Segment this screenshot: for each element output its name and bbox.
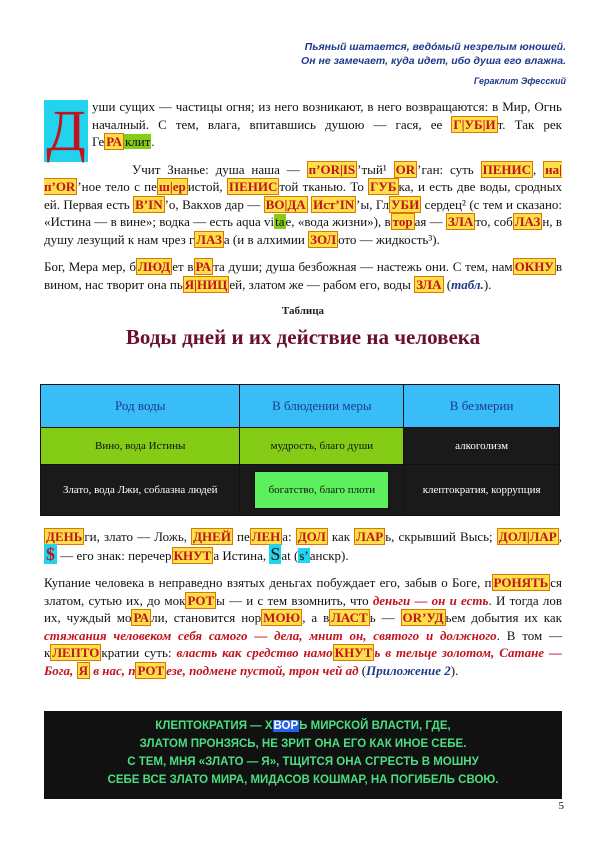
highlight-word: КНУТ [173, 547, 212, 563]
highlight-word: РОТ [137, 662, 165, 678]
text-span: а: [282, 529, 296, 544]
text-span: , [533, 161, 544, 177]
highlight-word: РА [133, 610, 150, 625]
page-number: 5 [558, 800, 564, 812]
highlight-word: РОНЯТЬ [493, 575, 549, 590]
callout-line-3: С ТЕМ, МНЯ «ЗЛАТО — Я», ТЩИТСЯ ОНА СГРЕСТЬ В МОШНУ [127, 756, 479, 768]
callout-line-4: СЕБЕ ВСЕ ЗЛАТО МИРА, МИДАСОВ КОШМАР, НА ПОГИБЕЛЬ СВОЮ. [107, 774, 499, 786]
highlight-word: РОТ [187, 592, 215, 608]
highlight-word: ОКНУ [514, 259, 554, 274]
table-cell-inner: богатство, благо плоти [254, 471, 389, 509]
table-cell: Вино, вода Истины [41, 428, 240, 465]
highlight-word: РА [106, 134, 122, 149]
callout-line-2: ЗЛАТОМ ПРОНЗЯСЬ, НЕ ЗРИТ ОНА ЕГО КАК ИНОЕ СЕБЕ. [139, 738, 467, 750]
highlight-word: В’IN [135, 196, 163, 212]
text-span: истой, [187, 179, 227, 194]
text-span: а Истина, [213, 547, 270, 563]
green-highlight: ta [275, 214, 285, 229]
highlight-word: ВО|ДА [265, 196, 306, 212]
highlight-word: п’OR|IS [308, 161, 356, 177]
text-span: ). [483, 276, 492, 292]
dollar-sign: $ [46, 543, 55, 564]
text-span: , а в [302, 610, 330, 625]
text-span: как [327, 529, 355, 544]
table-reference-link[interactable]: табл. [451, 276, 484, 292]
highlight-word: ЛАР [356, 529, 384, 544]
green-highlight: клит [124, 134, 151, 149]
text-span: той тканью. То [279, 179, 369, 194]
table-caption: Таблица [281, 305, 325, 317]
red-italic-text: деньги — он и есть [372, 592, 489, 608]
epigraph-author: Гераклит Эфесский [473, 76, 566, 86]
table-header-cell: В блюдении меры [240, 385, 404, 428]
text-span: ). [450, 662, 459, 678]
text-span: в вином, нас творит она пь [44, 259, 562, 292]
sat-letter: S [270, 543, 281, 564]
text-span: н, в душу лезущий к нам чрез г [44, 214, 562, 247]
highlight-word: Ист’IN [313, 196, 355, 212]
text-span: пе [232, 529, 250, 544]
text-span: ей, златом же — рабом его, воды [229, 276, 415, 292]
text-span: Бог, Мера мер, б [44, 259, 136, 274]
text-span: . И тогда лов их, чуждый мо [44, 592, 562, 625]
paragraph-2 [44, 161, 562, 249]
drop-cap: Д [44, 100, 88, 162]
text-span: — его знак: перечер [57, 547, 172, 563]
highlight-word: РА [195, 259, 212, 274]
callout-line-1 [44, 717, 562, 735]
text-span: ( [443, 276, 452, 292]
text-span: т. Так рек Ге [92, 116, 562, 149]
cyan-highlight: s’ [299, 547, 309, 563]
highlight-word: ДЕНЬ [46, 529, 83, 544]
paragraph-3 [44, 258, 562, 293]
table-cell [240, 465, 404, 516]
highlight-word: УБИ [390, 196, 420, 212]
text-span: ка, и есть две воды, сродных ей. Первая есть [44, 179, 562, 212]
red-italic-text: в нас, п [89, 662, 136, 678]
text-span: то, соб [475, 214, 513, 229]
highlight-word: OR [395, 161, 416, 177]
table-header-cell: В безмерии [404, 385, 560, 428]
text-span: ся златом, сутью их, до мок [44, 575, 562, 608]
highlight-word: ЗЛА [416, 276, 442, 292]
highlight-word: КНУТ [334, 645, 373, 660]
highlight-word: ГУБ [370, 179, 397, 194]
highlight-word: ДОЛ [297, 529, 326, 544]
table-header-row [41, 385, 560, 428]
text-span: ь, скрывший Высь; [385, 529, 497, 544]
table-header-cell: Род воды [41, 385, 240, 428]
table-cell: клептократия, коррупция [404, 465, 560, 516]
epigraph-line-1: Пьяный шатается, ведóмый незрелым юношей. [304, 41, 566, 53]
appendix-reference-link[interactable]: Приложение 2 [366, 662, 451, 678]
highlight-word: ДОЛ|ЛАР [498, 529, 557, 544]
text-span: ги, злато — Ложь, [84, 529, 192, 544]
highlight-word: ЛЕПТО [52, 645, 100, 660]
callout-text: Ь МИРСКОЙ ВЛАСТИ, ГДЕ, [299, 720, 451, 732]
highlight-word: Г|УБ|И [453, 116, 496, 132]
text-span: ь — [369, 610, 401, 625]
highlight-word: тор [392, 214, 413, 229]
text-span: ьем добытия их как [445, 610, 562, 625]
highlight-word: на|п’OR [44, 161, 562, 194]
text-span: ы — и с тем взомнить, что [216, 592, 373, 608]
red-italic-text: стяжания человеком себя самого — дела, мнит он, святого и должного [44, 627, 497, 643]
text-span: сердец² (с тем и сказано: «Истина — в вине»; водка — есть aqua vi [44, 196, 563, 229]
highlight-word: Я [78, 662, 88, 678]
kleptocracy-callout [44, 711, 562, 799]
lower-text [44, 528, 562, 689]
highlight-word: ЗЛА [447, 214, 474, 229]
text-span: . [151, 134, 155, 149]
highlight-word: ЛЕН [251, 529, 281, 544]
epigraph [166, 40, 566, 88]
highlight-word: ЛАЗ [196, 231, 222, 247]
text-span: уши сущих — частицы огня; из него возникают, в него возвращаются: в Мир, Огнь началный. С тем, влага, впитавшись душою — гася, ее [92, 99, 562, 132]
text-span: ’тый¹ [357, 161, 394, 177]
table-cell: мудрость, благо души [240, 428, 404, 465]
highlight-word: OR’УД [402, 610, 444, 625]
highlight-word: ЛАЗ [514, 214, 541, 229]
callout-text: КЛЕПТОКРАТИЯ — Х [155, 720, 273, 732]
text-span: ’ган: суть [417, 161, 481, 177]
text-span: at ( [281, 547, 299, 563]
red-italic-text: власть как средство намо [176, 645, 333, 660]
main-text [44, 98, 562, 360]
paragraph-4 [44, 528, 562, 564]
text-span: а (и в алхимии [223, 231, 309, 247]
text-span: e, «вода жизни»), в [285, 214, 391, 229]
paragraph-1 [44, 98, 562, 163]
highlight-word: ЗОЛ [310, 231, 337, 247]
table-cell: алкоголизм [404, 428, 560, 465]
red-italic-text: езе, подмене пустой, трон чей ад [166, 662, 359, 678]
highlight-word: ДНЕЙ [193, 529, 231, 544]
highlight-word: ПЕНИС [228, 179, 278, 194]
table-row [41, 428, 560, 465]
callout-highlight: ВОР [273, 720, 299, 732]
highlight-word: ЛЮД [137, 259, 171, 274]
text-span: , [558, 529, 562, 544]
highlight-word: ЛАСТ [331, 610, 368, 625]
text-span: ото — жидкость³). [338, 231, 440, 247]
table-row [41, 465, 560, 516]
highlight-word: ПЕНИС [482, 161, 532, 177]
text-span: ет в [172, 259, 194, 274]
text-span: ( [358, 662, 367, 678]
text-span: ’ное тело с пе [77, 179, 157, 194]
waters-table [40, 384, 560, 516]
highlight-word: ш|ер [158, 179, 186, 194]
text-span: кратии суть: [101, 645, 177, 660]
text-span: ли, становится нор [151, 610, 262, 625]
highlight-word: МОЮ [263, 610, 301, 625]
epigraph-line-2: Он не замечает, куда идет, ибо душа его влажна. [301, 55, 566, 67]
text-span: . В том — к [44, 627, 562, 660]
text-span: та души; душа безбожная — настежь они. С тем, нам [213, 259, 513, 274]
highlight-word: Я|НИЦ [184, 276, 228, 292]
text-span: ’о, Вакхов дар — [164, 196, 264, 212]
text-span: ая — [414, 214, 446, 229]
table-title: Воды дней и их действие на человека [125, 324, 481, 349]
text-span: Учит Знанье: душа наша — [132, 161, 307, 177]
red-italic-text: ь в тельце золотом, Сатане — Бога, [44, 645, 562, 678]
table-cell: Злато, вода Лжи, соблазна людей [41, 465, 240, 516]
text-span: Купание человека в неправедно взятых деньгах побуждает его, забыв о Боге, п [44, 575, 492, 590]
paragraph-5 [44, 574, 562, 679]
text-span: ’ы, Гл [356, 196, 389, 212]
text-span: анскр). [309, 547, 349, 563]
